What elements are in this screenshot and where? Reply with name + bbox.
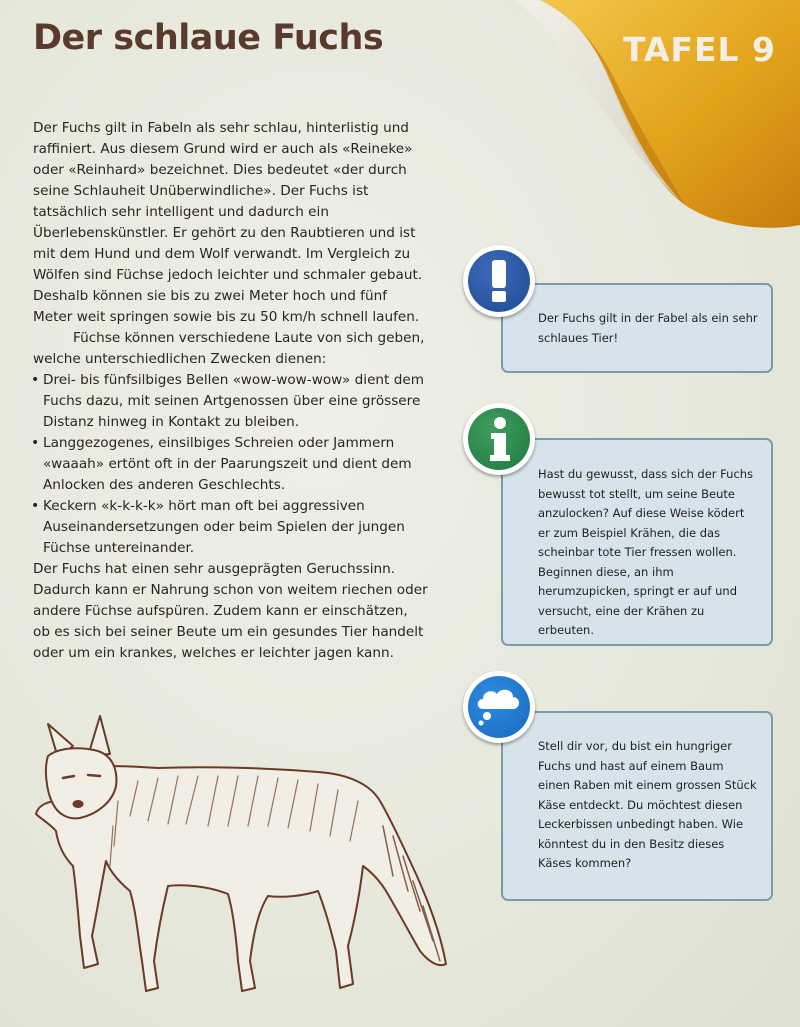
badge-info xyxy=(463,403,535,475)
sounds-intro-paragraph: Füchse können verschiedene Laute von sich geben, welche unterschiedlichen Zwecken dienen: xyxy=(33,330,425,367)
list-item: • Drei- bis fünfsilbiges Bellen «wow-wow-wow» dient dem Fuchs dazu, mit seinen Artgenossen über eine grössere Distanz hinweg in Kontakt zu bleiben. xyxy=(33,370,428,433)
page-title: Der schlaue Fuchs xyxy=(33,18,384,58)
fact-box-text: Der Fuchs gilt in der Fabel als ein sehr schlaues Tier! xyxy=(538,311,758,345)
list-item: • Langgezogenes, einsilbiges Schreien oder Jammern «waaah» ertönt oft in der Paarungszeit und dient dem Anlocken des anderen Geschlechts. xyxy=(33,433,428,496)
fox-illustration xyxy=(18,706,453,1006)
fact-box-text: Stell dir vor, du bist ein hungriger Fuchs und hast auf einem Baum einen Raben mit einem grossen Stück Käse entdeckt. Du möchtest diesen Leckerbissen unbedingt haben. Wie könntest du in den Besitz dieses Käses kommen? xyxy=(538,739,757,870)
sounds-list xyxy=(33,370,428,559)
fact-box-fable xyxy=(501,283,773,373)
info-icon xyxy=(479,415,519,463)
thought-bubble-icon xyxy=(473,685,525,729)
fact-box-text: Hast du gewusst, dass sich der Fuchs bewusst tot stellt, um seine Beute anzulocken? Auf diese Weise ködert er zum Beispiel Krähen, die das scheinbar tote Tier fressen wollen. Beginnen diese, an ihm herumzupicken, springt er auf und versucht, eine der Krähen zu erbeuten. xyxy=(538,467,754,637)
main-text xyxy=(33,118,428,664)
intro-paragraph: Der Fuchs gilt in Fabeln als sehr schlau, hinterlistig und raffiniert. Aus diesem Grund wird er auch als «Reineke» oder «Reinhard» bezeichnet. Dies bedeutet «der durch seine Schlauheit Unüberwindliche». Der Fuchs ist tatsächlich sehr intelligent und dadurch ein Überlebenskünstler. Er gehört zu den Raubtieren und ist mit dem Hund und dem Wolf verwandt. Im Vergleich zu Wölfen sind Füchse jedoch leichter und schmaler gebaut. Deshalb können sie bis zu zwei Meter hoch und fünf Meter weit springen sowie bis zu 50 km/h schnell laufen. xyxy=(33,120,423,325)
fact-box-info xyxy=(501,438,773,646)
badge-exclamation xyxy=(463,245,535,317)
badge-thought xyxy=(463,671,535,743)
smell-paragraph: Der Fuchs hat einen sehr ausgeprägten Geruchssinn. Dadurch kann er Nahrung schon von weitem riechen oder andere Füchse aufspüren. Zudem kann er einschätzen, ob es sich bei seiner Beute um ein gesundes Tier handelt oder um ein krankes, welches er leichter jagen kann. xyxy=(33,561,428,661)
exclamation-icon xyxy=(479,258,519,304)
panel-number: TAFEL 9 xyxy=(622,30,776,69)
fact-box-think xyxy=(501,711,773,901)
list-item: • Keckern «k-k-k-k» hört man oft bei aggressiven Auseinandersetzungen oder beim Spielen der jungen Füchse untereinander. xyxy=(33,496,428,559)
